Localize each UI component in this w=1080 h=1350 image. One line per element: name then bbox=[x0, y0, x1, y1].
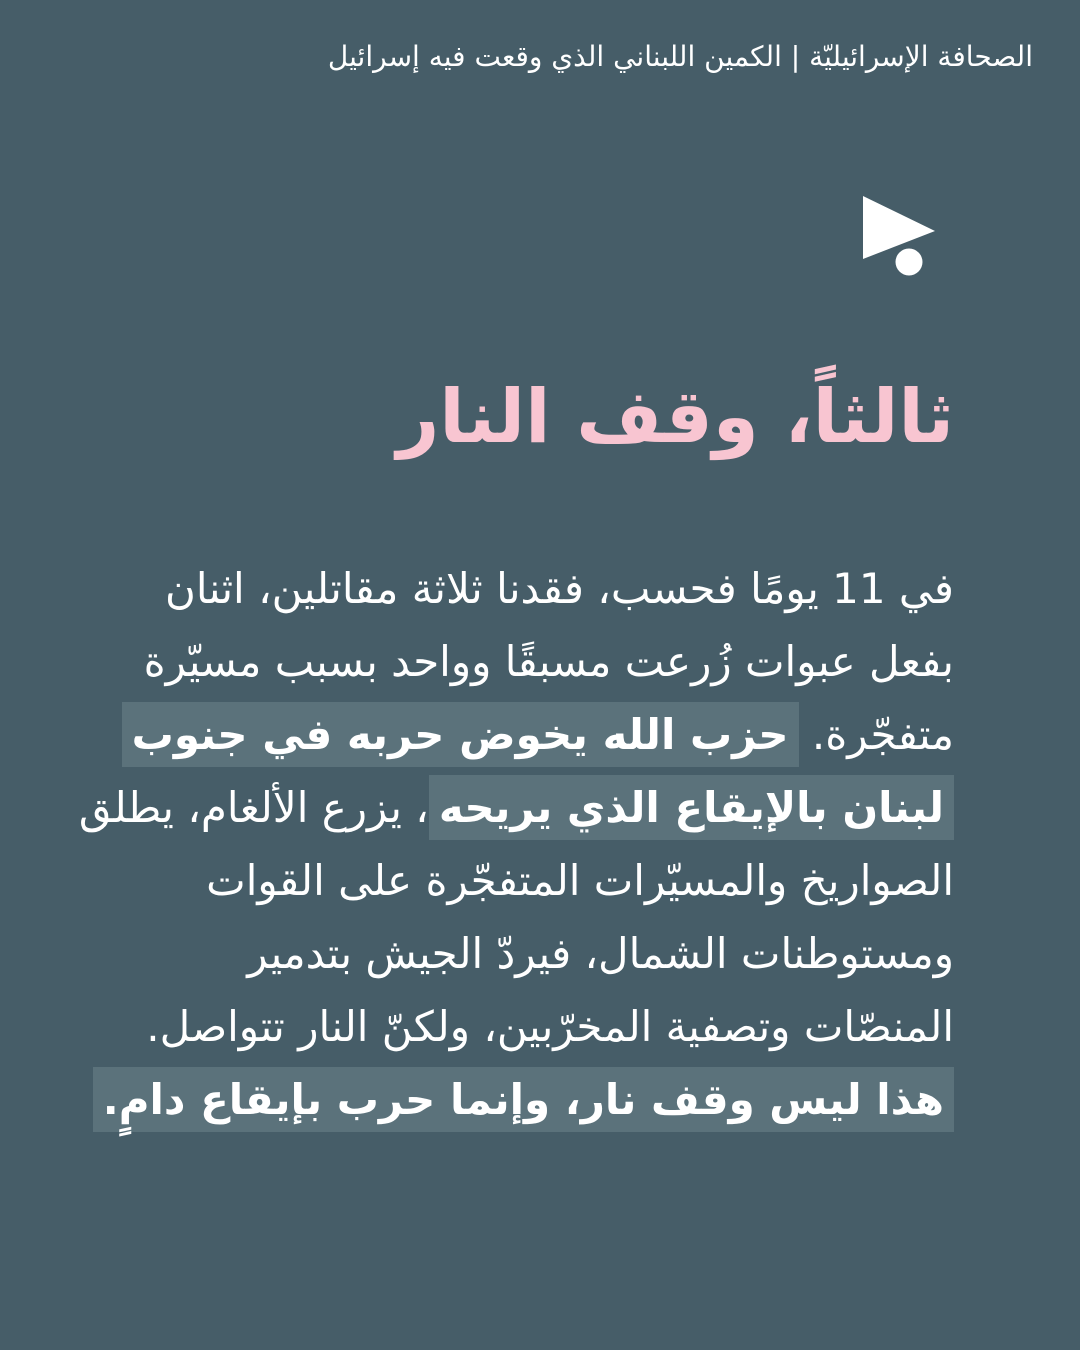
text-line bbox=[102, 1063, 954, 1136]
text-line bbox=[122, 698, 954, 771]
brand-logo bbox=[850, 185, 950, 285]
text-line bbox=[122, 552, 954, 625]
article-text bbox=[78, 552, 954, 1136]
text-segment: ، يزرع الألغام، يطلق bbox=[78, 783, 429, 832]
highlighted-text: حزب الله يخوض حربه في جنوب bbox=[122, 702, 799, 767]
text-line bbox=[122, 844, 954, 917]
highlighted-text: لبنان بالإيقاع الذي يريحه bbox=[429, 775, 954, 840]
text-segment: في 11 يومًا فحسب، فقدنا ثلاثة مقاتلين، اثنان bbox=[165, 564, 954, 613]
section-title: ثالثاً، وقف النار bbox=[396, 374, 954, 460]
text-line bbox=[122, 917, 954, 990]
text-segment: متفجّرة. bbox=[798, 710, 954, 759]
highlighted-text: هذا ليس وقف نار، وإنما حرب بإيقاع دامٍ. bbox=[93, 1067, 954, 1132]
text-line bbox=[78, 771, 954, 844]
logo-dot-icon bbox=[896, 249, 923, 276]
text-segment: ومستوطنات الشمال، فيردّ الجيش بتدمير bbox=[247, 929, 954, 978]
text-line bbox=[122, 625, 954, 698]
text-segment: بفعل عبوات زُرعت مسبقًا وواحد بسبب مسيّرة bbox=[143, 637, 954, 686]
header-title: الصحافة الإسرائيليّة | الكمين اللبناني الذي وقعت فيه إسرائيل bbox=[327, 40, 1033, 73]
text-segment: المنصّات وتصفية المخرّبين، ولكنّ النار تتواصل. bbox=[146, 1002, 954, 1051]
play-triangle-icon bbox=[863, 196, 935, 259]
text-segment: الصواريخ والمسيّرات المتفجّرة على القوات bbox=[206, 856, 954, 905]
text-line bbox=[122, 990, 954, 1063]
